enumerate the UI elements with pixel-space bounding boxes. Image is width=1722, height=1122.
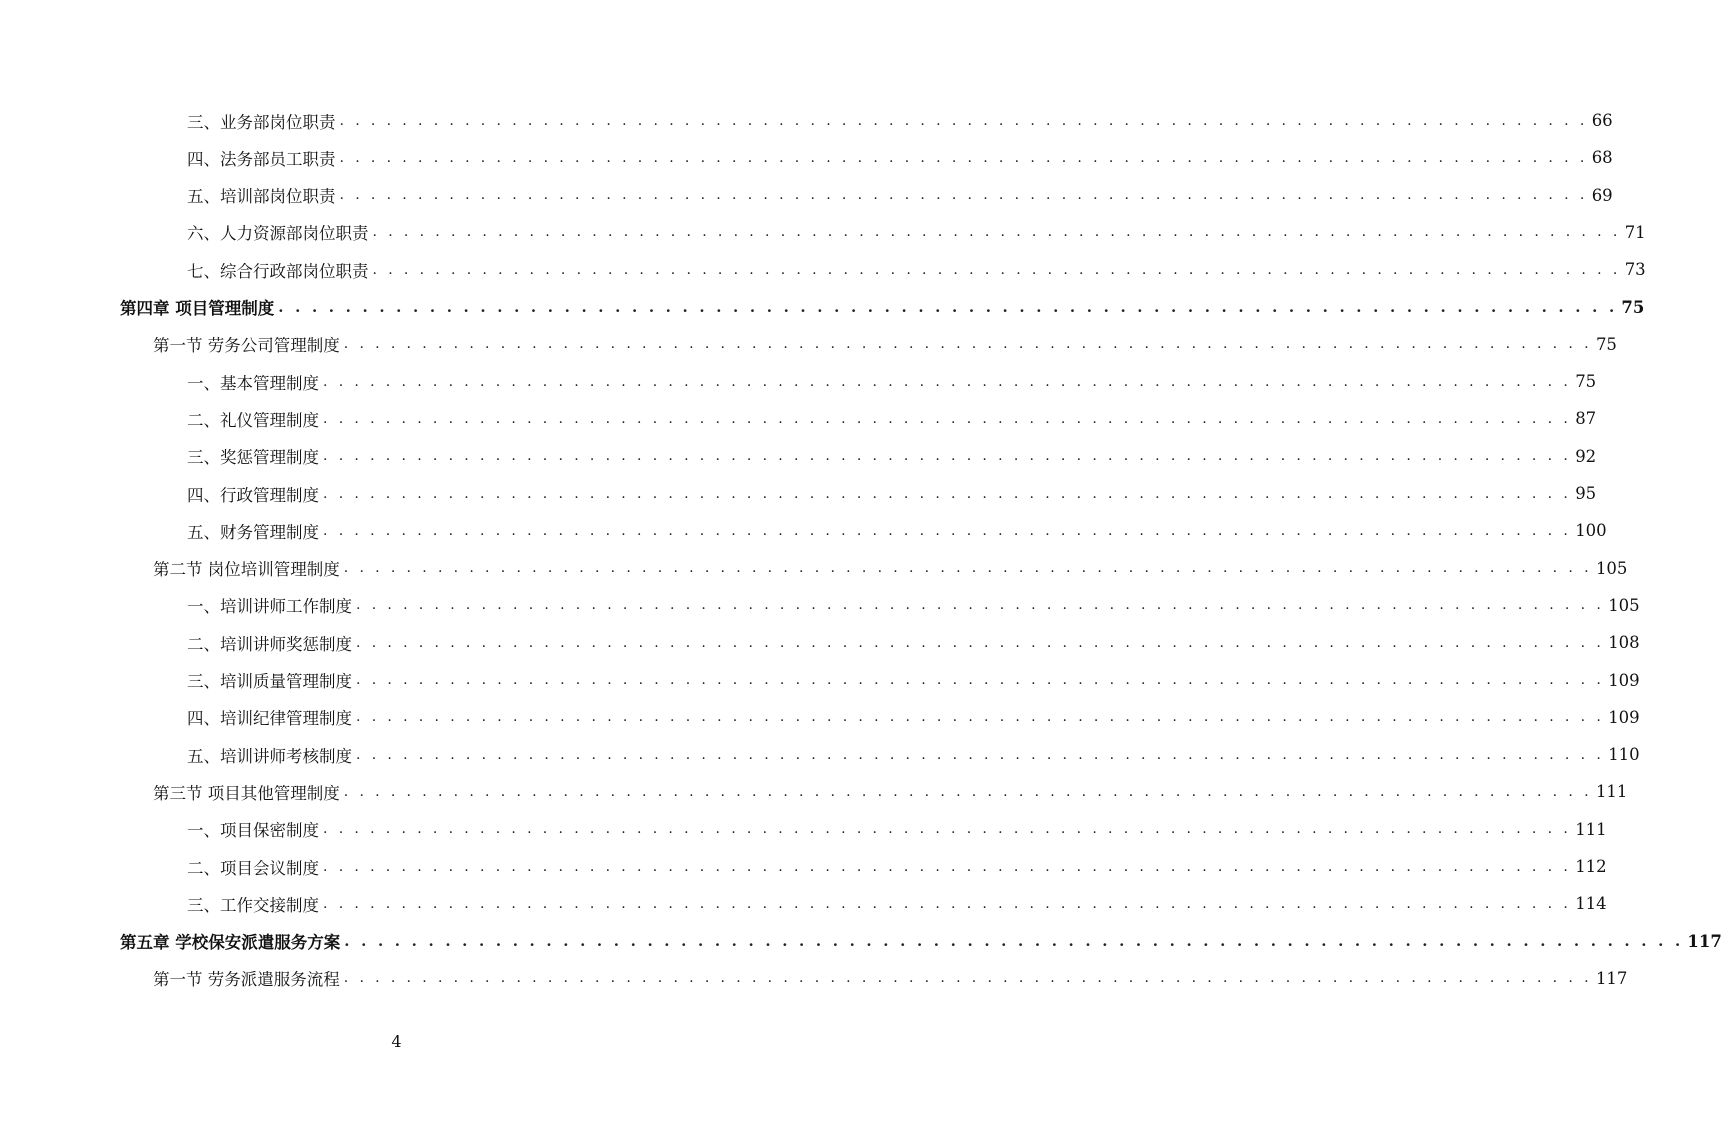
toc-entry-page: 117 — [1595, 968, 1628, 988]
toc-entry-title: 三、奖惩管理制度 — [187, 448, 319, 468]
toc-leader-dots: . . . . . . . . . . . . . . . . . . . . . . . . . . . . . . . . . . . . . . . . . . . . . . . . . . . . . . . . . . . . . . . . . . . . . . . . . . . . . . . . — [356, 634, 1605, 651]
toc-entry-title: 第四章 项目管理制度 — [120, 299, 275, 318]
toc-entry[interactable] — [187, 624, 1640, 661]
toc-entry[interactable] — [187, 848, 1607, 885]
toc-entry-title: 五、培训部岗位职责 — [187, 187, 336, 207]
toc-entry-title: 一、项目保密制度 — [187, 821, 319, 841]
toc-entry[interactable] — [187, 214, 1646, 251]
toc-leader-dots: . . . . . . . . . . . . . . . . . . . . . . . . . . . . . . . . . . . . . . . . . . . . . . . . . . . . . . . . . . . . . . . . . . . . . . . . . . . . . . . . — [372, 261, 1621, 278]
toc-entry-page: 109 — [1608, 707, 1640, 727]
toc-leader-dots: . . . . . . . . . . . . . . . . . . . . . . . . . . . . . . . . . . . . . . . . . . . . . . . . . . . . . . . . . . . . . . . . . . . . . . . . . . . . . . . . — [356, 672, 1605, 688]
toc-leader-dots: . . . . . . . . . . . . . . . . . . . . . . . . . . . . . . . . . . . . . . . . . . . . . . . . . . . . . . . . . . . . . . . . . . . . . . . . . . . . . . . . — [343, 336, 1592, 353]
toc-entry-page: 108 — [1608, 633, 1640, 653]
toc-leader-dots: . . . . . . . . . . . . . . . . . . . . . . . . . . . . . . . . . . . . . . . . . . . . . . . . . . . . . . . . . . . . . . . . . . . . . . . . . . . . . . . . — [278, 298, 1618, 316]
toc-entry[interactable] — [187, 699, 1640, 736]
toc-entry[interactable] — [187, 587, 1640, 624]
toc-entry[interactable] — [187, 438, 1597, 475]
toc-leader-dots: . . . . . . . . . . . . . . . . . . . . . . . . . . . . . . . . . . . . . . . . . . . . . . . . . . . . . . . . . . . . . . . . . . . . . . . . . . . . . . . . — [343, 560, 1592, 577]
toc-entry-page: 117 — [1687, 931, 1722, 951]
toc-entry[interactable] — [187, 139, 1613, 176]
toc-entry-page: 110 — [1608, 745, 1640, 765]
toc-entry-title: 第二节 岗位培训管理制度 — [153, 560, 340, 580]
toc-entry-page: 69 — [1591, 185, 1613, 205]
toc-leader-dots: . . . . . . . . . . . . . . . . . . . . . . . . . . . . . . . . . . . . . . . . . . . . . . . . . . . . . . . . . . . . . . . . . . . . . . . . . . . . . . . . — [323, 522, 1572, 539]
toc-entry[interactable] — [187, 811, 1607, 848]
toc-entry-page: 75 — [1595, 334, 1617, 354]
toc-entry[interactable] — [187, 363, 1597, 400]
toc-entry-page: 71 — [1624, 222, 1646, 242]
toc-entry-title: 第一节 劳务派遣服务流程 — [153, 970, 340, 990]
toc-entry-page: 114 — [1575, 894, 1607, 914]
toc-leader-dots: . . . . . . . . . . . . . . . . . . . . . . . . . . . . . . . . . . . . . . . . . . . . . . . . . . . . . . . . . . . . . . . . . . . . . . . . . . . . . . . . — [356, 746, 1605, 763]
toc-entry-title: 二、培训讲师奖惩制度 — [187, 634, 352, 654]
toc-leader-dots: . . . . . . . . . . . . . . . . . . . . . . . . . . . . . . . . . . . . . . . . . . . . . . . . . . . . . . . . . . . . . . . . . . . . . . . . . . . . . . . . — [344, 932, 1684, 951]
toc-entry-title: 四、培训纪律管理制度 — [187, 709, 352, 729]
toc-entry-title: 第三节 项目其他管理制度 — [153, 783, 340, 803]
toc-entry-title: 五、培训讲师考核制度 — [187, 746, 352, 766]
toc-entry[interactable] — [187, 475, 1597, 512]
toc-entry-page: 109 — [1608, 670, 1640, 690]
toc-entry-page: 87 — [1575, 409, 1597, 429]
toc-entry-title: 二、项目会议制度 — [187, 858, 319, 878]
toc-entry-page: 66 — [1591, 111, 1613, 130]
toc-entry-title: 三、培训质量管理制度 — [187, 672, 352, 691]
toc-entry-page: 111 — [1575, 819, 1607, 839]
toc-leader-dots: . . . . . . . . . . . . . . . . . . . . . . . . . . . . . . . . . . . . . . . . . . . . . . . . . . . . . . . . . . . . . . . . . . . . . . . . . . . . . . . . — [339, 149, 1588, 166]
toc-entry-page: 92 — [1575, 446, 1597, 466]
toc-entry-title: 四、法务部员工职责 — [187, 149, 336, 169]
toc-entry-title: 七、综合行政部岗位职责 — [187, 261, 369, 281]
toc-entry-page: 68 — [1591, 148, 1613, 168]
toc-entry-page: 73 — [1624, 260, 1646, 280]
toc-entry-title: 一、基本管理制度 — [187, 373, 319, 393]
toc-leader-dots: . . . . . . . . . . . . . . . . . . . . . . . . . . . . . . . . . . . . . . . . . . . . . . . . . . . . . . . . . . . . . . . . . . . . . . . . . . . . . . . . — [323, 373, 1572, 390]
toc-entry[interactable] — [153, 773, 1628, 810]
toc-entry-title: 六、人力资源部岗位职责 — [187, 224, 369, 244]
toc-entry-title: 三、工作交接制度 — [187, 895, 319, 915]
toc-entry[interactable] — [120, 923, 1722, 960]
toc-leader-dots: . . . . . . . . . . . . . . . . . . . . . . . . . . . . . . . . . . . . . . . . . . . . . . . . . . . . . . . . . . . . . . . . . . . . . . . . . . . . . . . . — [339, 187, 1588, 204]
toc-leader-dots: . . . . . . . . . . . . . . . . . . . . . . . . . . . . . . . . . . . . . . . . . . . . . . . . . . . . . . . . . . . . . . . . . . . . . . . . . . . . . . . . — [323, 448, 1572, 465]
toc-entry-title: 三、业务部岗位职责 — [187, 112, 336, 132]
toc-entry-title: 第五章 学校保安派遣服务方案 — [120, 933, 341, 953]
toc-entry-page: 112 — [1575, 857, 1607, 876]
toc-entry-title: 一、培训讲师工作制度 — [187, 597, 352, 617]
toc-leader-dots: . . . . . . . . . . . . . . . . . . . . . . . . . . . . . . . . . . . . . . . . . . . . . . . . . . . . . . . . . . . . . . . . . . . . . . . . . . . . . . . . — [323, 821, 1572, 838]
toc-entry-page: 75 — [1621, 297, 1645, 317]
toc-leader-dots: . . . . . . . . . . . . . . . . . . . . . . . . . . . . . . . . . . . . . . . . . . . . . . . . . . . . . . . . . . . . . . . . . . . . . . . . . . . . . . . . — [356, 709, 1605, 726]
toc-entry-page: 105 — [1595, 558, 1628, 578]
toc-entry[interactable] — [187, 736, 1640, 773]
toc-entry-page: 95 — [1575, 484, 1597, 503]
toc-entry[interactable] — [187, 177, 1613, 214]
toc-entry[interactable] — [120, 289, 1645, 326]
toc-entry-page: 75 — [1575, 372, 1597, 392]
toc-leader-dots: . . . . . . . . . . . . . . . . . . . . . . . . . . . . . . . . . . . . . . . . . . . . . . . . . . . . . . . . . . . . . . . . . . . . . . . . . . . . . . . . — [339, 112, 1588, 129]
toc-entry-title: 第一节 劳务公司管理制度 — [153, 336, 340, 356]
toc-entry-page: 100 — [1575, 521, 1607, 541]
toc-leader-dots: . . . . . . . . . . . . . . . . . . . . . . . . . . . . . . . . . . . . . . . . . . . . . . . . . . . . . . . . . . . . . . . . . . . . . . . . . . . . . . . . — [323, 410, 1572, 427]
toc-entry[interactable] — [187, 662, 1640, 699]
toc-entry[interactable] — [153, 550, 1628, 587]
toc-leader-dots: . . . . . . . . . . . . . . . . . . . . . . . . . . . . . . . . . . . . . . . . . . . . . . . . . . . . . . . . . . . . . . . . . . . . . . . . . . . . . . . . — [343, 783, 1592, 800]
toc-entry-page: 111 — [1595, 782, 1628, 802]
page-number: 4 — [391, 1032, 402, 1051]
toc-entry[interactable] — [187, 251, 1646, 288]
toc-entry-title: 二、礼仪管理制度 — [187, 410, 319, 430]
toc-leader-dots: . . . . . . . . . . . . . . . . . . . . . . . . . . . . . . . . . . . . . . . . . . . . . . . . . . . . . . . . . . . . . . . . . . . . . . . . . . . . . . . . — [343, 970, 1592, 987]
toc-entry[interactable] — [153, 326, 1617, 363]
toc-entry-title: 五、财务管理制度 — [187, 522, 319, 542]
toc-entry-title: 四、行政管理制度 — [187, 485, 319, 505]
toc-leader-dots: . . . . . . . . . . . . . . . . . . . . . . . . . . . . . . . . . . . . . . . . . . . . . . . . . . . . . . . . . . . . . . . . . . . . . . . . . . . . . . . . — [356, 597, 1605, 614]
toc-entry[interactable] — [187, 512, 1607, 549]
toc-leader-dots: . . . . . . . . . . . . . . . . . . . . . . . . . . . . . . . . . . . . . . . . . . . . . . . . . . . . . . . . . . . . . . . . . . . . . . . . . . . . . . . . — [323, 485, 1572, 502]
toc-entry[interactable] — [187, 885, 1607, 922]
toc-entry-page: 105 — [1608, 595, 1640, 615]
toc-entry[interactable] — [187, 102, 1613, 139]
toc-leader-dots: . . . . . . . . . . . . . . . . . . . . . . . . . . . . . . . . . . . . . . . . . . . . . . . . . . . . . . . . . . . . . . . . . . . . . . . . . . . . . . . . — [323, 858, 1572, 875]
toc-leader-dots: . . . . . . . . . . . . . . . . . . . . . . . . . . . . . . . . . . . . . . . . . . . . . . . . . . . . . . . . . . . . . . . . . . . . . . . . . . . . . . . . — [372, 224, 1621, 241]
toc-leader-dots: . . . . . . . . . . . . . . . . . . . . . . . . . . . . . . . . . . . . . . . . . . . . . . . . . . . . . . . . . . . . . . . . . . . . . . . . . . . . . . . . — [323, 895, 1572, 912]
toc-entry[interactable] — [153, 960, 1628, 997]
toc-entry[interactable] — [187, 400, 1597, 437]
